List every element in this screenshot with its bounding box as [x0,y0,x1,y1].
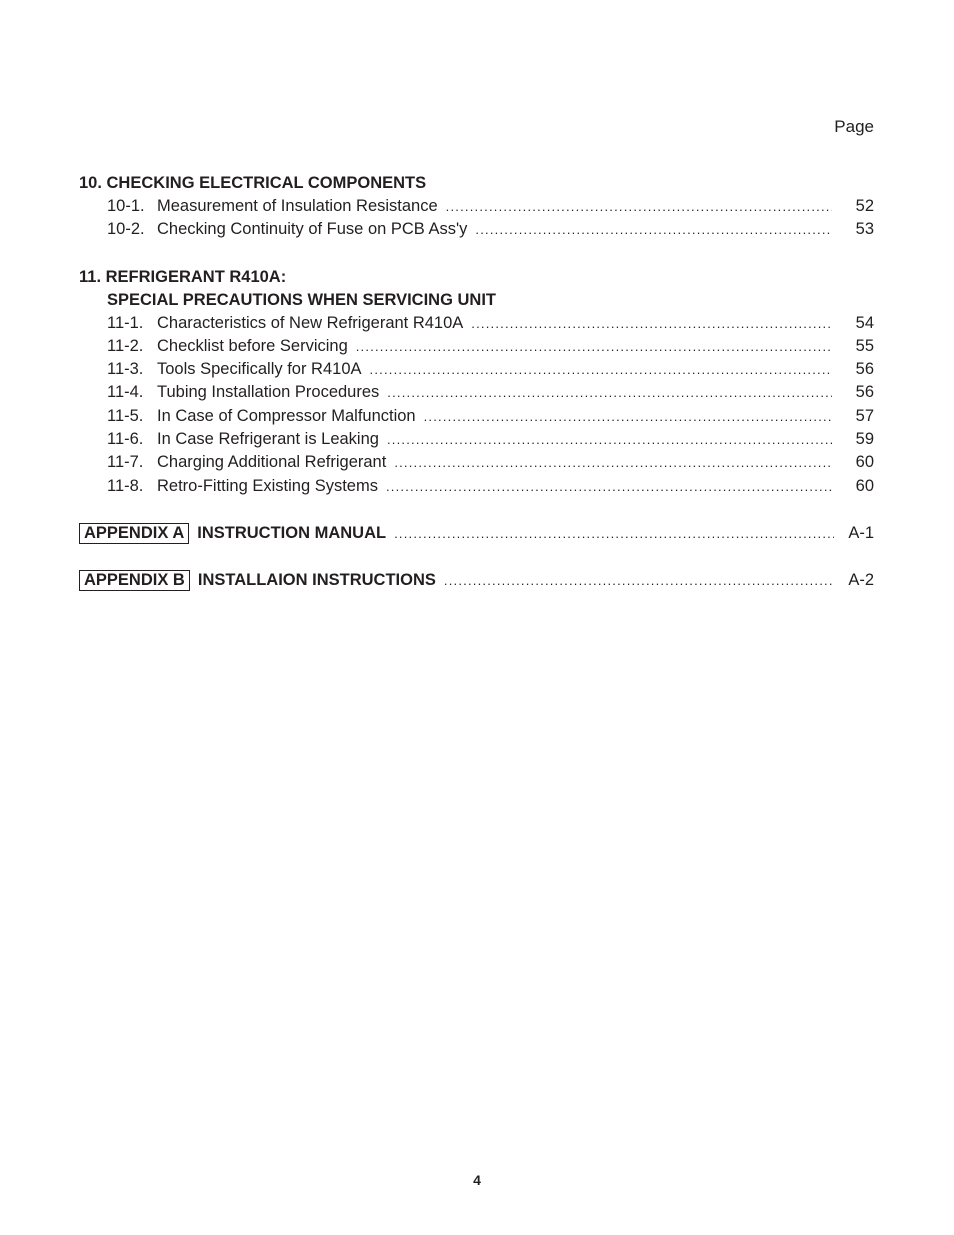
appendix-page: A-1 [848,523,874,542]
toc-entry[interactable] [79,382,874,405]
entry-number: 11-3. [107,360,144,379]
toc-entry[interactable] [79,476,874,499]
entry-page: 57 [855,406,874,425]
entry-number: 10-1. [107,197,145,215]
entry-number: 11-8. [107,476,144,495]
toc-entry[interactable] [79,429,874,452]
appendix-label: APPENDIX B [79,570,190,591]
page-column-label: Page [834,117,874,136]
entry-number: 11-6. [107,430,144,449]
page-number: 4 [473,1172,481,1188]
dot-leader [446,197,832,217]
entry-number: 11-2. [107,336,144,355]
entry-page: 60 [855,453,874,472]
dot-leader [387,430,832,450]
appendix-title: INSTALLAION INSTRUCTIONS [197,570,436,589]
entry-title: Characteristics of New Refrigerant R410A [157,313,464,332]
entry-page: 60 [855,476,874,495]
section-subheading: SPECIAL PRECAUTIONS WHEN SERVICING UNIT [107,290,497,309]
entry-number: 11-4. [107,383,144,402]
entry-page: 53 [855,220,874,239]
entry-title: Measurement of Insulation Resistance [157,197,438,215]
entry-page: 56 [855,383,874,402]
dot-leader [424,407,832,427]
appendix-entry[interactable] [79,570,874,593]
entry-title: In Case of Compressor Malfunction [157,406,416,425]
dot-leader [444,571,834,591]
entry-title: Charging Additional Refrigerant [157,453,387,472]
entry-page: 59 [855,430,874,449]
entry-title: Checklist before Servicing [157,336,348,355]
entry-number: 11-1. [107,313,144,332]
entry-title: Retro-Fitting Existing Systems [157,476,378,495]
toc-entry[interactable] [79,359,874,382]
entry-number: 10-2. [107,220,145,239]
toc-entry[interactable] [79,196,874,219]
dot-leader [387,383,832,403]
dot-leader [386,477,832,497]
entry-title: Tools Specifically for R410A [157,360,362,379]
section-heading: 10. CHECKING ELECTRICAL COMPONENTS [79,174,427,192]
appendix-title: INSTRUCTION MANUAL [197,523,387,542]
entry-title: Tubing Installation Procedures [157,383,380,402]
dot-leader [356,337,832,357]
toc-section [79,267,874,499]
dot-leader [394,524,834,544]
entry-page: 52 [855,197,874,215]
appendix-label: APPENDIX A [79,523,189,544]
toc-entry[interactable] [79,219,874,242]
section-heading: 11. REFRIGERANT R410A: [79,267,287,286]
appendix-page: A-2 [848,570,874,589]
dot-leader [471,314,832,334]
entry-page: 54 [855,313,874,332]
appendix-entry[interactable] [79,523,874,546]
entry-number: 11-7. [107,453,144,472]
dot-leader [394,453,832,473]
entry-page: 56 [855,360,874,379]
entry-number: 11-5. [107,406,144,425]
toc-entry[interactable] [79,406,874,429]
dot-leader [475,220,832,240]
toc-entry[interactable] [79,336,874,359]
toc-section [79,173,874,243]
entry-page: 55 [855,336,874,355]
dot-leader [370,360,832,380]
entry-title: Checking Continuity of Fuse on PCB Ass'y [157,220,468,239]
table-of-contents [79,173,874,593]
toc-entry[interactable] [79,313,874,336]
entry-title: In Case Refrigerant is Leaking [157,430,379,449]
toc-entry[interactable] [79,452,874,475]
